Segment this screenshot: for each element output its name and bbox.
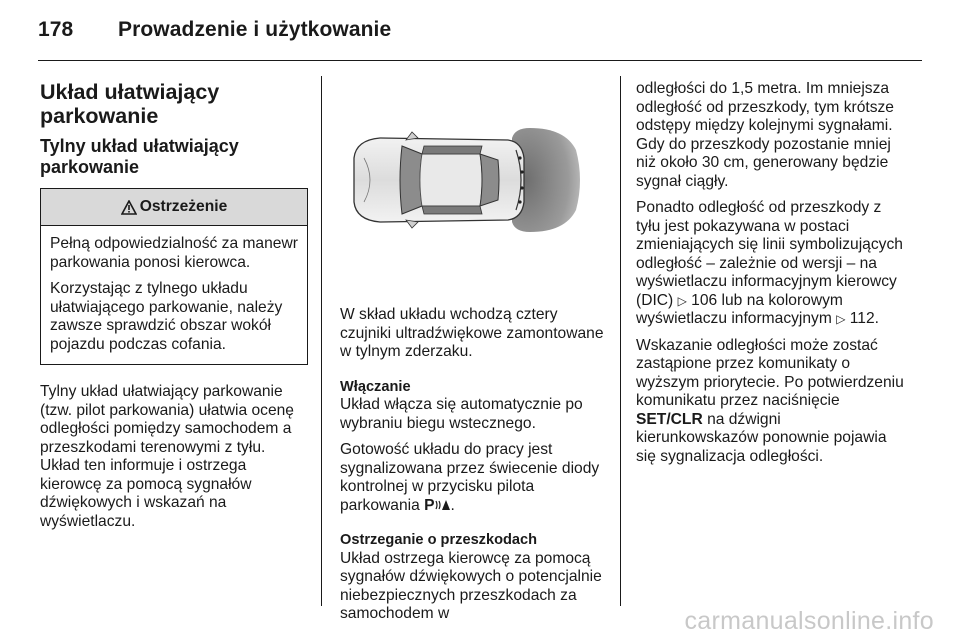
column-3 (636, 80, 906, 474)
column-1 (40, 80, 308, 539)
watermark: carmanualsonline.info (684, 607, 934, 635)
warning-paragraph-1: Pełną odpowiedzialność za manewr parkowania ponosi kierowca. (50, 235, 298, 271)
distance-paragraph: odległości do 1,5 metra. Im mniejsza odległość od przeszkody, tym krótsze odstępy między kolejnymi sygnałami. Gdy do przeszkody pozostanie mniej niż około 30 cm, generowany będzie sygnał ciągły. (636, 80, 894, 190)
page-ref-arrow-icon: ▷ (677, 293, 687, 308)
display-paragraph: Ponadto odległość od przeszkody z tyłu jest pokazywana w postaci zmieniających się linii symbolizujących odległość – zależnie od wersji – na wyświetlaczu informacyjnym kierowcy (DIC) ▷ 106 lub na kolorowym wyświetlaczu informacyjnym ▷ 112. (636, 199, 903, 327)
car-sensor-illustration (340, 80, 606, 294)
page-ref-arrow-icon: ▷ (836, 312, 846, 326)
page-number: 178 (38, 18, 74, 41)
activation-paragraph-1: Układ włącza się automatycznie po wybraniu biegu wstecznego. (340, 396, 583, 432)
section-heading: Układ ułatwiający parkowanie (40, 80, 220, 128)
sensor-dot (520, 186, 523, 189)
subsection-title-obstacle-warning: Ostrzeganie o przeszkodach (340, 532, 538, 548)
parking-assist-icon: P (424, 497, 450, 514)
sensor-dot (518, 200, 521, 203)
column-divider-2 (620, 76, 621, 606)
column-2 (340, 80, 606, 632)
sensor-dot (518, 156, 521, 159)
chapter-title: Prowadzenie i użytkowanie (118, 18, 392, 41)
warning-box (40, 188, 308, 365)
warning-body (41, 226, 307, 364)
message-paragraph: Wskazanie odległości może zostać zastąpione przez komunikaty o wyższym priorytecie. Po potwierdzeniu komunikatu przez naciśnięcie SET/CLR na dźwigni kierunkowskazów ponownie pojawia się sygnalizacja odległości. (636, 336, 904, 465)
obstacle-warning-paragraph: Układ ostrzega kierowcę za pomocą sygnałów dźwiękowych o potencjalnie niebezpiecznych przeszkodach za samochodem w (340, 549, 602, 622)
activation-paragraph-2: Gotowość układu do pracy jest sygnalizowana przez świecenie diody kontrolnej w przycisku pilota parkowania P . (340, 441, 600, 514)
sensor-dot (520, 170, 523, 173)
page-ref-2: 112 (849, 310, 875, 327)
subsection-title-activation: Włączanie (340, 378, 411, 395)
header-divider (38, 60, 922, 61)
section-subheading: Tylny układ ułatwiający parkowanie (40, 136, 239, 177)
intro-paragraph: Tylny układ ułatwiający parkowanie (tzw. pilot parkowania) ułatwia ocenę odległości pomiędzy samochodem a przeszkodami terenowymi z tyłu. Układ ten informuje i ostrzega kierowcę za pomocą sygnałów dźwiękowych i wskazań na wyświetlaczu. (40, 383, 294, 530)
warning-paragraph-2: Korzystając z tylnego układu ułatwiającego parkowanie, należy zawsze sprawdzić obszar wokół pojazdu podczas cofania. (50, 280, 283, 353)
set-clr-button-label: SET/CLR (636, 410, 703, 428)
page-header (38, 18, 922, 42)
column-divider-1 (321, 76, 322, 606)
warning-triangle-icon (121, 200, 137, 215)
warning-header (41, 189, 307, 226)
intro-paragraph: W skład układu wchodzą cztery czujniki ultradźwiękowe zamontowane w tylnym zderzaku. (340, 306, 604, 360)
warning-title: Ostrzeżenie (139, 197, 228, 215)
page-ref-1: 106 (691, 291, 718, 309)
